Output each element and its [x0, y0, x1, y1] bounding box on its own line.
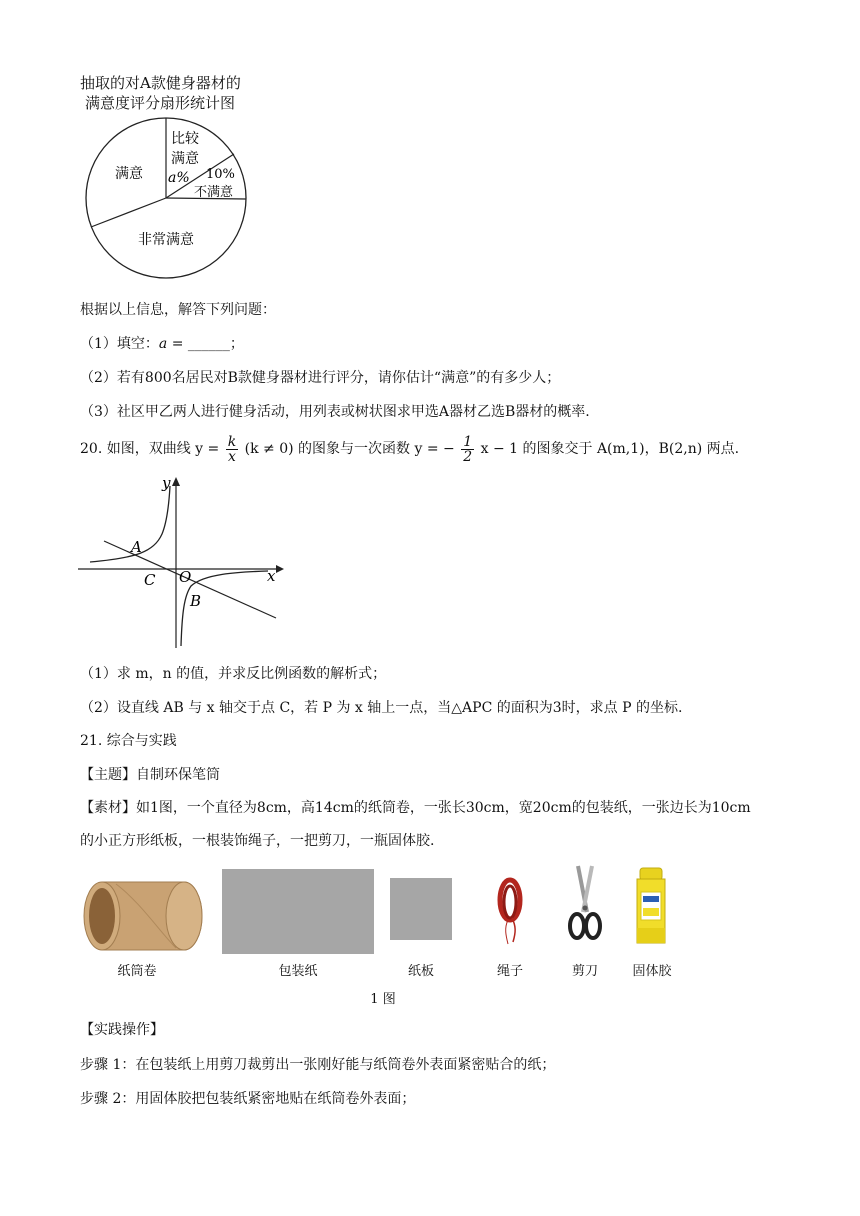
- graph-label-C: C: [144, 571, 156, 589]
- q20-statement: [80, 431, 739, 467]
- glue-stick-image: [637, 868, 665, 943]
- graph-label-O: O: [179, 568, 192, 586]
- q19-part1: [80, 333, 244, 353]
- figure-caption: 1 图: [370, 992, 396, 1007]
- scissors-image: [570, 866, 600, 938]
- q19-part1-var: a: [158, 336, 168, 352]
- frac-k-den: x: [228, 448, 236, 465]
- caption-scissors: 剪刀: [571, 964, 598, 979]
- square-board-image: [390, 878, 452, 940]
- fraction-one-half: [461, 435, 474, 464]
- caption-wrapping-paper: 包装纸: [278, 964, 318, 979]
- pie-chart: [80, 112, 260, 292]
- frac-half-den: 2: [463, 448, 473, 465]
- paper-tube-image: [84, 882, 202, 950]
- pie-label-bijiao-1: 比较: [171, 131, 199, 147]
- frac-half-num: 1: [463, 433, 473, 450]
- frac-k-num: k: [227, 433, 237, 450]
- rope-image: [500, 880, 520, 944]
- pie-label-a: a%: [168, 170, 190, 186]
- hyperbola-branch-left: [90, 486, 170, 562]
- pie-label-pct: 10%: [206, 167, 235, 182]
- pie-label-buman: 不满意: [194, 185, 234, 200]
- graph-label-x: x: [267, 567, 276, 585]
- q21-material-line1: 【素材】如1图，一个直径为8cm，高14cm的纸筒卷，一张长30cm，宽20cm的包装纸，一张边长为10cm: [80, 800, 751, 816]
- caption-glue: 固体胶: [632, 964, 672, 979]
- q20-part2: （2）设直线 AB 与 x 轴交于点 C，若 P 为 x 轴上一点，当△APC 的面积为3时，求点 P 的坐标.: [80, 700, 683, 716]
- q19-part1-rest: = ______；: [167, 336, 244, 352]
- q19-part3: （3）社区甲乙两人进行健身活动，用列表或树状图求甲选A器材乙选B器材的概率.: [80, 404, 590, 420]
- x-axis-arrow: [276, 565, 284, 573]
- y-axis-arrow: [172, 477, 180, 486]
- pie-label-bijiao-2: 满意: [171, 151, 199, 167]
- q20-mid2: x − 1 的图象交于 A(m,1)，B(2,n) 两点.: [480, 441, 740, 457]
- caption-board: 纸板: [407, 964, 434, 979]
- q21-practice-heading: 【实践操作】: [80, 1022, 164, 1038]
- q20-lead: 20. 如图，双曲线 y =: [80, 441, 220, 457]
- graph-label-A: A: [131, 538, 142, 556]
- pie-radius-left: [91, 198, 166, 227]
- wrapping-paper-image: [222, 869, 374, 954]
- q21-title: 21. 综合与实践: [80, 733, 177, 749]
- graph-label-y: y: [162, 474, 171, 492]
- q20-part1: （1）求 m，n 的值，并求反比例函数的解析式；: [80, 666, 387, 682]
- fraction-k-over-x: [226, 435, 238, 464]
- pie-title-line1: 抽取的对A款健身器材的: [80, 74, 241, 92]
- q21-figure: [80, 862, 700, 954]
- q21-material-line2: 的小正方形纸板，一根装饰绳子，一把剪刀，一瓶固体胶.: [80, 833, 435, 849]
- pie-title-line2: 满意度评分扇形统计图: [85, 94, 236, 112]
- caption-tube: 纸筒卷: [117, 964, 157, 979]
- pie-label-feichang: 非常满意: [138, 232, 194, 248]
- q21-step1: 步骤 1：在包装纸上用剪刀裁剪出一张刚好能与纸筒卷外表面紧密贴合的纸；: [80, 1057, 556, 1073]
- q20-mid1: (k ≠ 0) 的图象与一次函数 y = −: [244, 441, 455, 457]
- q21-theme: 【主题】自制环保笔筒: [80, 767, 220, 783]
- q20-graph: [76, 474, 286, 654]
- q19-part1-prefix: （1）填空：: [80, 336, 159, 352]
- pie-label-manyi: 满意: [115, 166, 143, 182]
- q19-intro: 根据以上信息，解答下列问题：: [80, 302, 276, 318]
- caption-rope: 绳子: [496, 964, 523, 979]
- q19-part2: （2）若有800名居民对B款健身器材进行评分，请你估计“满意”的有多少人；: [80, 370, 561, 386]
- q21-step2: 步骤 2：用固体胶把包装纸紧密地贴在纸筒卷外表面；: [80, 1091, 416, 1107]
- graph-label-B: B: [190, 592, 202, 610]
